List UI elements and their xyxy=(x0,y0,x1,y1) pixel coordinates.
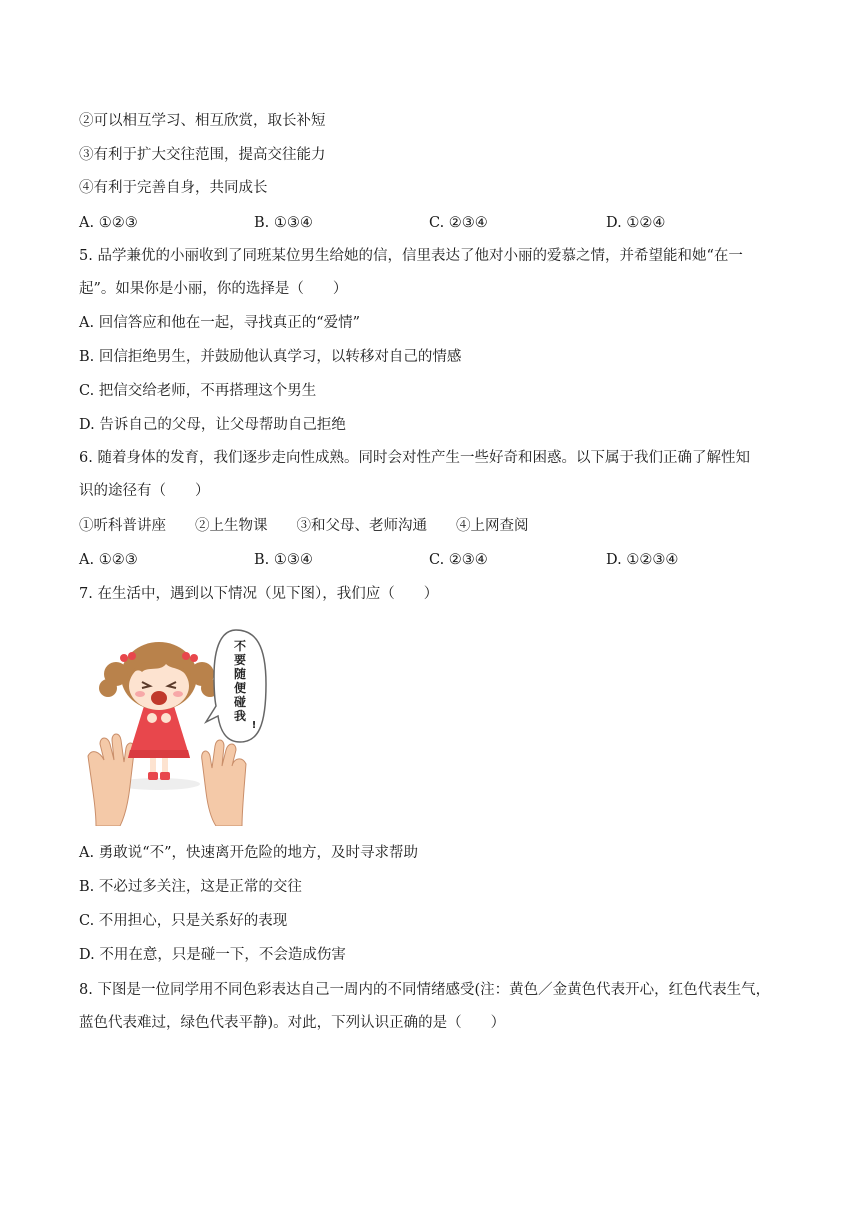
q7-stem: 7. 在生活中，遇到以下情况（见下图），我们应（ ） xyxy=(79,586,439,602)
speech-char: 随 xyxy=(233,667,247,681)
q7-option-a: A. 勇敢说“不”，快速离开危险的地方，及时寻求帮助 xyxy=(79,845,419,861)
q7-option-c: C. 不用担心，只是关系好的表现 xyxy=(79,913,288,929)
q4-option-c: C. ②③④ xyxy=(429,215,488,231)
q6-option-a: A. ①②③ xyxy=(79,552,138,568)
q5-option-d: D. 告诉自己的父母，让父母帮助自己拒绝 xyxy=(79,417,346,433)
q4-item-3: ③有利于扩大交往范围，提高交往能力 xyxy=(79,147,326,163)
q6-items: ①听科普讲座 ②上生物课 ③和父母、老师沟通 ④上网查阅 xyxy=(79,518,529,534)
q4-option-d: D. ①②④ xyxy=(606,215,666,231)
q6-stem-line-1: 6. 随着身体的发育，我们逐步走向性成熟。同时会对性产生一些好奇和困惑。以下属于我们正确了解性知 xyxy=(79,450,750,466)
girl-dont-touch-me-illustration xyxy=(86,626,282,826)
q5-option-c: C. 把信交给老师，不再搭理这个男生 xyxy=(79,383,317,399)
q6-stem-line-2: 识的途径有（ ） xyxy=(79,483,210,499)
speech-char: 碰 xyxy=(233,695,247,709)
q4-item-2: ②可以相互学习、相互欣赏，取长补短 xyxy=(79,113,326,129)
speech-char: 便 xyxy=(233,681,247,695)
q5-stem-line-2: 起”。如果你是小丽，你的选择是（ ） xyxy=(79,281,348,297)
q5-option-b: B. 回信拒绝男生，并鼓励他认真学习，以转移对自己的情感 xyxy=(79,349,462,365)
speech-char: 要 xyxy=(233,653,247,667)
q8-stem-line-2: 蓝色代表难过，绿色代表平静)。对此，下列认识正确的是（ ） xyxy=(79,1015,506,1031)
speech-char: ! xyxy=(251,720,257,731)
speech-char: 不 xyxy=(233,639,247,653)
q7-illustration xyxy=(86,626,282,826)
q7-option-b: B. 不必过多关注，这是正常的交往 xyxy=(79,879,302,895)
q4-option-b: B. ①③④ xyxy=(254,215,313,231)
q6-option-b: B. ①③④ xyxy=(254,552,313,568)
q6-option-c: C. ②③④ xyxy=(429,552,488,568)
q6-option-d: D. ①②③④ xyxy=(606,552,679,568)
speech-char: 我 xyxy=(233,709,247,723)
q7-option-d: D. 不用在意，只是碰一下，不会造成伤害 xyxy=(79,947,346,963)
q4-option-a: A. ①②③ xyxy=(79,215,138,231)
q5-stem-line-1: 5. 品学兼优的小丽收到了同班某位男生给她的信，信里表达了他对小丽的爱慕之情，并希望能和她“在一 xyxy=(79,248,743,264)
q5-option-a: A. 回信答应和他在一起，寻找真正的“爱情” xyxy=(79,315,361,331)
q4-item-4: ④有利于完善自身，共同成长 xyxy=(79,180,268,196)
q8-stem-line-1: 8. 下图是一位同学用不同色彩表达自己一周内的不同情绪感受(注：黄色／金黄色代表开心，红色代表生气， xyxy=(79,982,771,998)
